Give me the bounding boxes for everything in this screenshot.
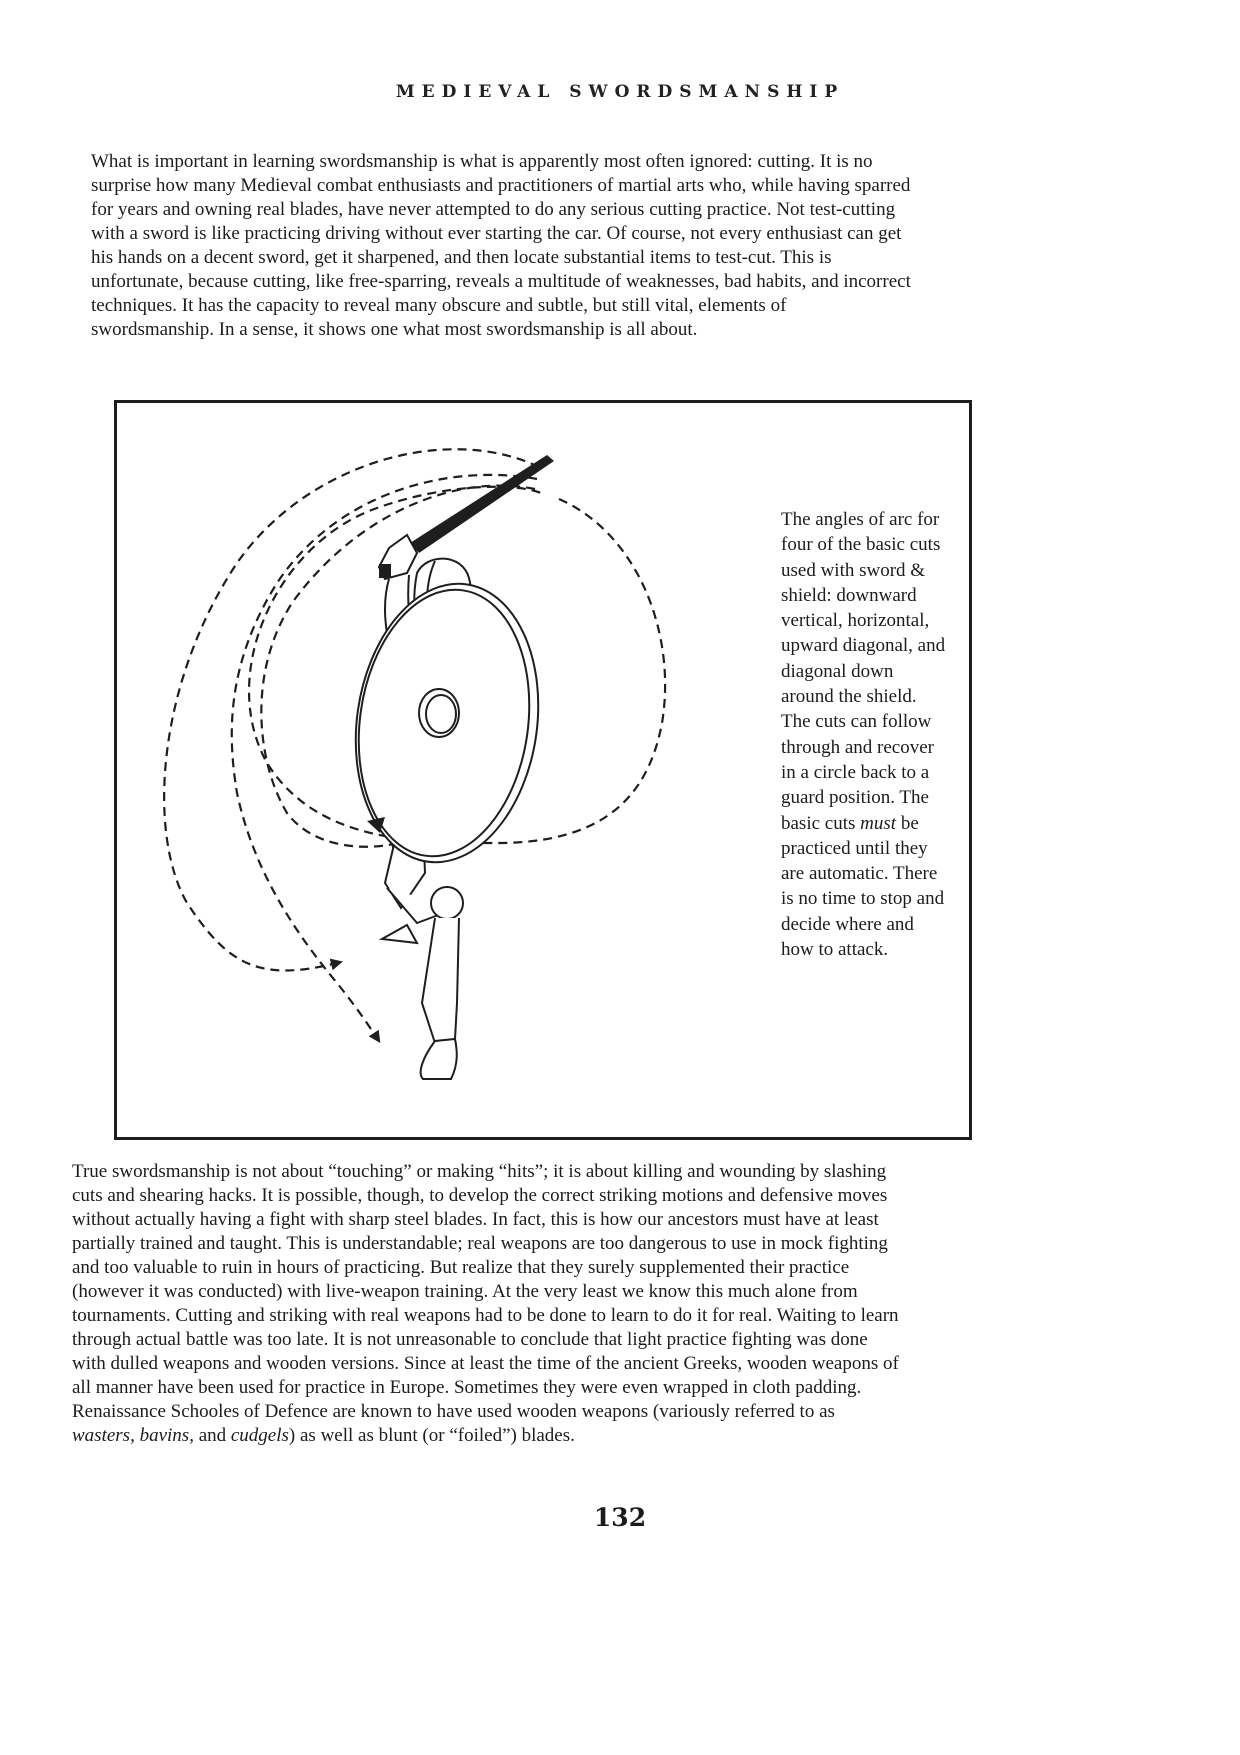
caption-line: shield: downward (781, 584, 917, 606)
text-line: cuts and shearing hacks. It is possible, though, to develop the correct striking motions and defensive moves (72, 1185, 888, 1206)
italic-term: wasters, bavins (72, 1425, 190, 1446)
text-line: through actual battle was too late. It is not unreasonable to conclude that light practice fighting was done (72, 1329, 868, 1350)
figure-caption (781, 507, 981, 962)
caption-line: through and recover (781, 736, 934, 758)
caption-text: be (900, 812, 919, 834)
caption-line: diagonal down (781, 660, 894, 682)
text-line: for years and owning real blades, have never attempted to do any serious cutting practice. Not test-cutting (91, 199, 896, 220)
text-fragment: , and (189, 1425, 231, 1446)
paragraph-true-swordsmanship (72, 1160, 1022, 1448)
foot (421, 1039, 457, 1079)
caption-line: The cuts can follow (781, 711, 932, 733)
caption-line: are automatic. There (781, 863, 938, 885)
knee (431, 887, 463, 919)
caption-line: vertical, horizontal, (781, 610, 930, 632)
text-line: Renaissance Schooles of Defence are known to have used wooden weapons (variously referred to as (72, 1401, 835, 1422)
caption-line: used with sword & (781, 559, 926, 581)
text-line: all manner have been used for practice in Europe. Sometimes they were even wrapped in cloth padding. (72, 1377, 862, 1398)
caption-emphasis: must (860, 812, 897, 834)
caption-line: is no time to stop and (781, 888, 945, 910)
text-line: (however it was conducted) with live-weapon training. At the very least we know this much alone from (72, 1281, 858, 1302)
caption-line: practiced until they (781, 837, 928, 859)
text-line: swordsmanship. In a sense, it shows one what most swordsmanship is all about. (91, 319, 698, 340)
italic-term: cudgels (230, 1425, 289, 1446)
text-line: What is important in learning swordsmanship is what is apparently most often ignored: cutting. It is no (91, 151, 873, 172)
text-line: True swordsmanship is not about “touching” or making “hits”; it is about killing and wounding by slashing (72, 1161, 887, 1182)
page-number: 132 (593, 1503, 647, 1532)
text-line: surprise how many Medieval combat enthusiasts and practitioners of martial arts who, while having sparred (91, 175, 911, 196)
figure-frame (114, 400, 972, 1140)
text-line: unfortunate, because cutting, like free-sparring, reveals a multitude of weaknesses, bad habits, and incorrect (91, 271, 911, 292)
caption-line: guard position. The (781, 787, 929, 809)
caption-line: upward diagonal, and (781, 635, 946, 657)
caption-line: how to attack. (781, 939, 889, 961)
paragraph-cutting-importance (91, 150, 991, 342)
text-line: his hands on a decent sword, get it sharpened, and then locate substantial items to test-cut. This is (91, 247, 832, 268)
text-line-last (72, 1424, 1022, 1448)
text-line: with dulled weapons and wooden versions. Since at least the time of the ancient Greeks, wooden weapons of (72, 1353, 899, 1374)
rear-foot (382, 925, 417, 943)
text-line: techniques. It has the capacity to reveal many obscure and subtle, but still vital, elements of (91, 295, 787, 316)
text-fragment: ) as well as blunt (or “foiled”) blades. (288, 1425, 575, 1446)
text-line: partially trained and taught. This is understandable; real weapons are too dangerous to use in mock fighting (72, 1233, 888, 1254)
caption-line: in a circle back to a (781, 761, 930, 783)
running-head: MEDIEVAL SWORDSMANSHIP (395, 82, 845, 102)
caption-line: four of the basic cuts (781, 534, 941, 556)
text-line: tournaments. Cutting and striking with real weapons had to be done to learn to do it for real. Waiting to learn (72, 1305, 899, 1326)
caption-line: The angles of arc for (781, 509, 940, 530)
right-leg (422, 918, 459, 1043)
text-line: without actually having a fight with sharp steel blades. In fact, this is how our ancestors must have at least (72, 1209, 879, 1230)
shield-boss (419, 689, 459, 737)
caption-line: decide where and (781, 913, 914, 935)
caption-line: around the shield. (781, 686, 917, 708)
caption-text: basic cuts (781, 812, 856, 834)
sword-blade (410, 455, 554, 553)
caption-line (781, 811, 981, 836)
text-line: and too valuable to ruin in hours of practicing. But realize that they surely supplemented their practice (72, 1257, 850, 1278)
text-line: with a sword is like practicing driving without ever starting the car. Of course, not every enthusiast can get (91, 223, 902, 244)
